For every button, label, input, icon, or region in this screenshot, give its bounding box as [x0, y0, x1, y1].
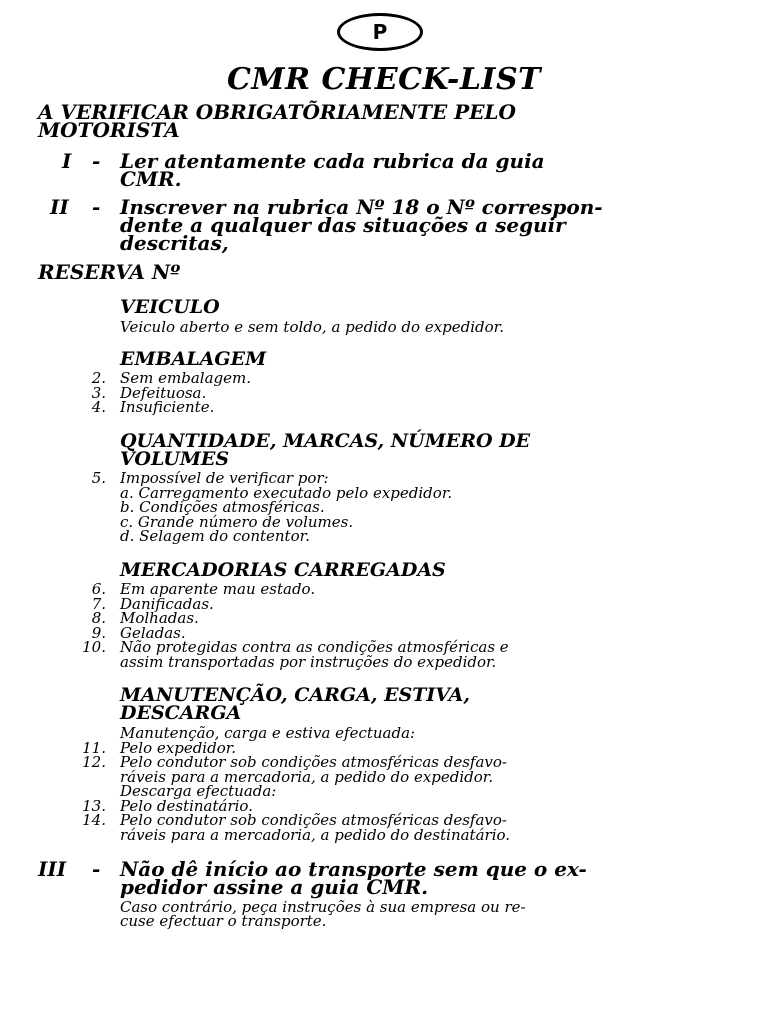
item-ii-numeral: II — [50, 195, 69, 219]
p-badge: P — [337, 13, 423, 51]
item-number: 6. — [91, 580, 106, 598]
list-item: b. Condições atmosféricas. — [120, 498, 325, 516]
list-item: Insuficiente. — [120, 398, 215, 416]
reserva-label: RESERVA Nº — [38, 260, 181, 284]
list-item: Pelo destinatário. — [120, 796, 253, 815]
item-number: 10. — [82, 638, 106, 656]
embalagem-heading: EMBALAGEM — [120, 348, 267, 370]
item-ii-dash: - — [92, 195, 101, 219]
item-number: 11. — [82, 738, 106, 757]
item-number: 3. — [91, 383, 106, 402]
item-iii-line-1: Não dê início ao transporte sem que o ex- — [120, 857, 587, 881]
page-title: CMR CHECK-LIST — [227, 62, 541, 97]
item-i-line-1: Ler atentamente cada rubrica da guia — [120, 149, 545, 173]
item-ii-line-1: Inscrever na rubrica Nº 18 o Nº correspon- — [120, 195, 603, 219]
list-item: Manutenção, carga e estiva efectuada: — [120, 724, 416, 742]
intro-line-2: MOTORISTA — [38, 118, 180, 142]
item-number: 7. — [91, 594, 106, 613]
list-item: ráveis para a mercadoria, a pedido do expedidor. — [120, 767, 494, 786]
manutencao-heading-1: MANUTENÇÃO, CARGA, ESTIVA, — [120, 684, 470, 706]
veiculo-text: Veiculo aberto e sem toldo, a pedido do expedidor. — [120, 318, 504, 336]
item-iii-line-2: pedidor assine a guia CMR. — [120, 875, 429, 899]
list-item: Molhadas. — [120, 609, 199, 627]
list-item: Geladas. — [120, 623, 186, 642]
list-item: d. Selagem do contentor. — [120, 527, 310, 545]
list-item: assim transportadas por instruções do expedidor. — [120, 652, 497, 671]
list-item: c. Grande número de volumes. — [120, 512, 354, 531]
item-iii-note-2: cuse efectuar o transporte. — [120, 912, 327, 930]
list-item: Pelo condutor sob condições atmosféricas desfavo- — [120, 753, 507, 771]
item-i-line-2: CMR. — [120, 167, 182, 191]
list-item: ráveis para a mercadoria, a pedido do destinatário. — [120, 825, 511, 844]
intro-line-1: A VERIFICAR OBRIGATÕRIAMENTE PELO — [38, 100, 516, 124]
item-number: 9. — [91, 623, 106, 642]
item-number: 4. — [91, 398, 106, 416]
list-item: Em aparente mau estado. — [120, 580, 316, 598]
item-ii-line-3: descritas, — [120, 231, 229, 255]
manutencao-heading-2: DESCARGA — [120, 702, 242, 724]
mercadorias-heading: MERCADORIAS CARREGADAS — [120, 559, 446, 581]
item-number: 2. — [91, 369, 106, 387]
item-number: 8. — [91, 609, 106, 627]
item-ii-line-2: dente a qualquer das situações a seguir — [120, 213, 566, 237]
list-item: Descarga efectuada: — [120, 782, 277, 800]
list-item: Não protegidas contra as condições atmosféricas e — [120, 638, 509, 656]
list-item: Impossível de verificar por: — [120, 469, 329, 487]
item-number: 5. — [91, 469, 106, 487]
quantidade-heading-1: QUANTIDADE, MARCAS, NÚMERO DE — [120, 430, 531, 452]
veiculo-heading: VEICULO — [120, 296, 220, 318]
item-iii-dash: - — [92, 857, 101, 881]
item-iii-note-1: Caso contrário, peça instruções à sua empresa ou re- — [120, 898, 526, 916]
item-number: 13. — [82, 796, 106, 815]
list-item: Pelo expedidor. — [120, 738, 237, 757]
item-number: 12. — [82, 753, 106, 771]
item-i-numeral: I — [62, 149, 72, 173]
list-item: Pelo condutor sob condições atmosféricas desfavo- — [120, 811, 507, 829]
list-item: Danificadas. — [120, 594, 214, 613]
list-item: a. Carregamento executado pelo expedidor. — [120, 483, 453, 502]
item-iii-numeral: III — [38, 857, 67, 881]
item-number: 14. — [82, 811, 106, 829]
item-i-dash: - — [92, 149, 101, 173]
quantidade-heading-2: VOLUMES — [120, 448, 230, 470]
list-item: Sem embalagem. — [120, 369, 252, 387]
list-item: Defeituosa. — [120, 383, 207, 402]
